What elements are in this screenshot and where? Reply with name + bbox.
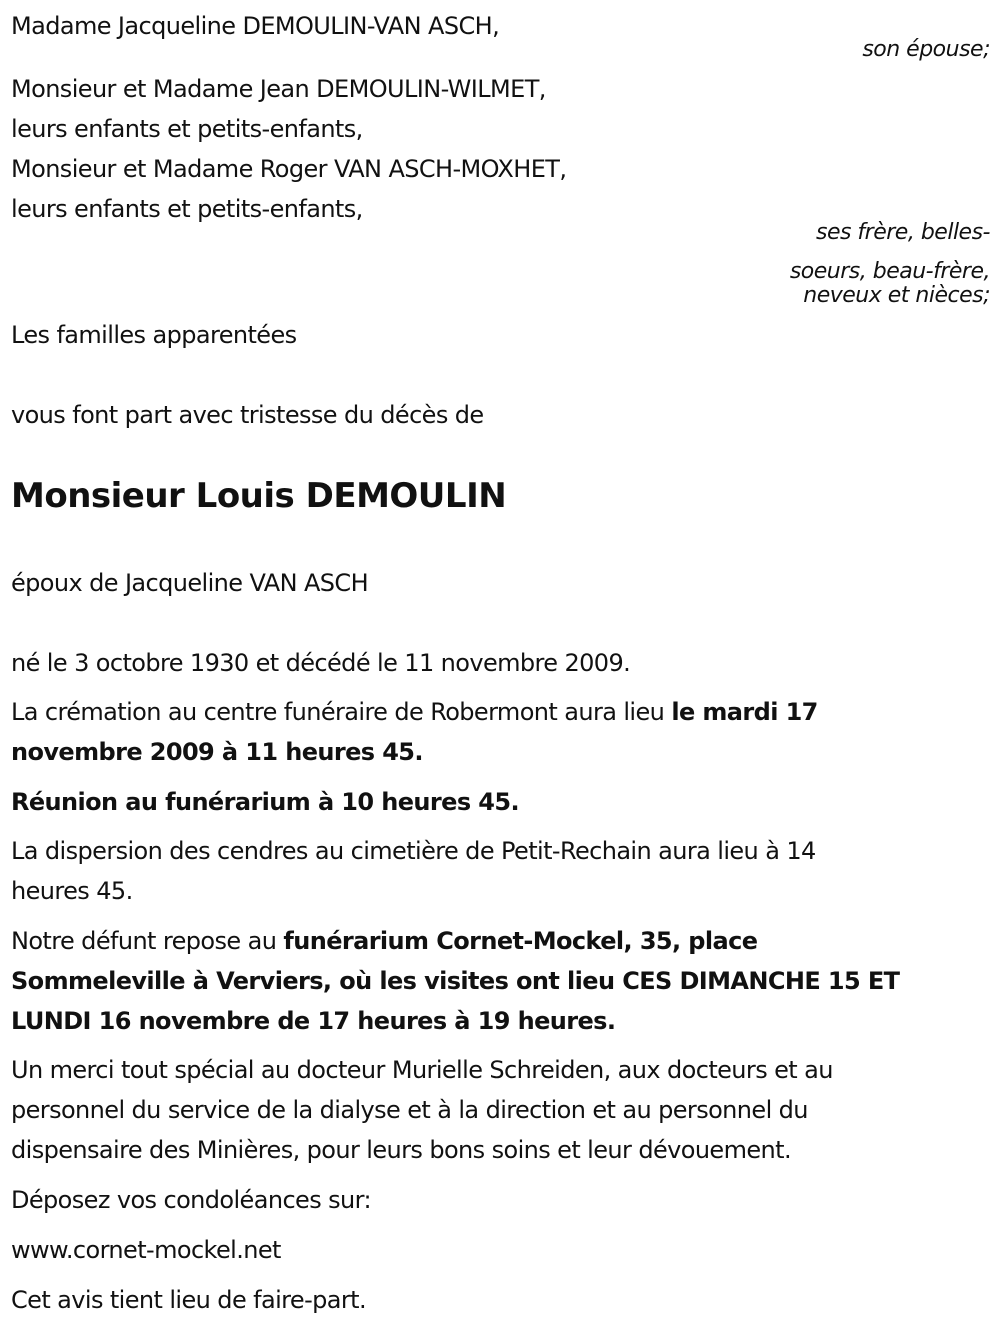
repose-line-2: Sommeleville à Verviers, où les visites ont lieu CES DIMANCHE 15 ET xyxy=(11,967,900,995)
dispersion-line-2: heures 45. xyxy=(11,877,133,905)
family-line-4: Monsieur et Madame Roger VAN ASCH-MOXHET, xyxy=(11,155,567,183)
condolences-text: Déposez vos condoléances sur: xyxy=(11,1186,371,1214)
reunion-text: Réunion au funérarium à 10 heures 45. xyxy=(11,788,519,816)
family-line-1: Madame Jacqueline DEMOULIN-VAN ASCH, xyxy=(11,12,500,40)
thanks-line-2: personnel du service de la dialyse et à la direction et au personnel du xyxy=(11,1096,808,1124)
spouse-text: époux de Jacqueline VAN ASCH xyxy=(11,569,369,597)
website-link[interactable]: www.cornet-mockel.net xyxy=(11,1236,281,1264)
relation-siblings-2: soeurs, beau-frère, xyxy=(789,259,990,284)
relation-spouse: son épouse; xyxy=(862,37,990,62)
repose-line-1: Notre défunt repose au funérarium Cornet-Mockel, 35, place xyxy=(11,927,758,955)
family-line-2: Monsieur et Madame Jean DEMOULIN-WILMET, xyxy=(11,75,546,103)
cremation-line-2: novembre 2009 à 11 heures 45. xyxy=(11,738,423,766)
family-line-6: Les familles apparentées xyxy=(11,321,297,349)
intro-text: vous font part avec tristesse du décès de xyxy=(11,401,484,429)
cremation-line-1: La crémation au centre funéraire de Robermont aura lieu le mardi 17 xyxy=(11,698,818,726)
family-line-3: leurs enfants et petits-enfants, xyxy=(11,115,363,143)
relation-siblings-1: ses frère, belles- xyxy=(815,220,990,245)
dates-text: né le 3 octobre 1930 et décédé le 11 novembre 2009. xyxy=(11,649,631,677)
thanks-line-1: Un merci tout spécial au docteur Murielle Schreiden, aux docteurs et au xyxy=(11,1056,833,1084)
closing-text: Cet avis tient lieu de faire-part. xyxy=(11,1286,366,1314)
relation-siblings-3: neveux et nièces; xyxy=(803,283,990,308)
thanks-line-3: dispensaire des Minières, pour leurs bons soins et leur dévouement. xyxy=(11,1136,791,1164)
dispersion-line-1: La dispersion des cendres au cimetière de Petit-Rechain aura lieu à 14 xyxy=(11,837,816,865)
deceased-name: Monsieur Louis DEMOULIN xyxy=(11,476,507,516)
repose-line-3: LUNDI 16 novembre de 17 heures à 19 heures. xyxy=(11,1007,616,1035)
family-line-5: leurs enfants et petits-enfants, xyxy=(11,195,363,223)
